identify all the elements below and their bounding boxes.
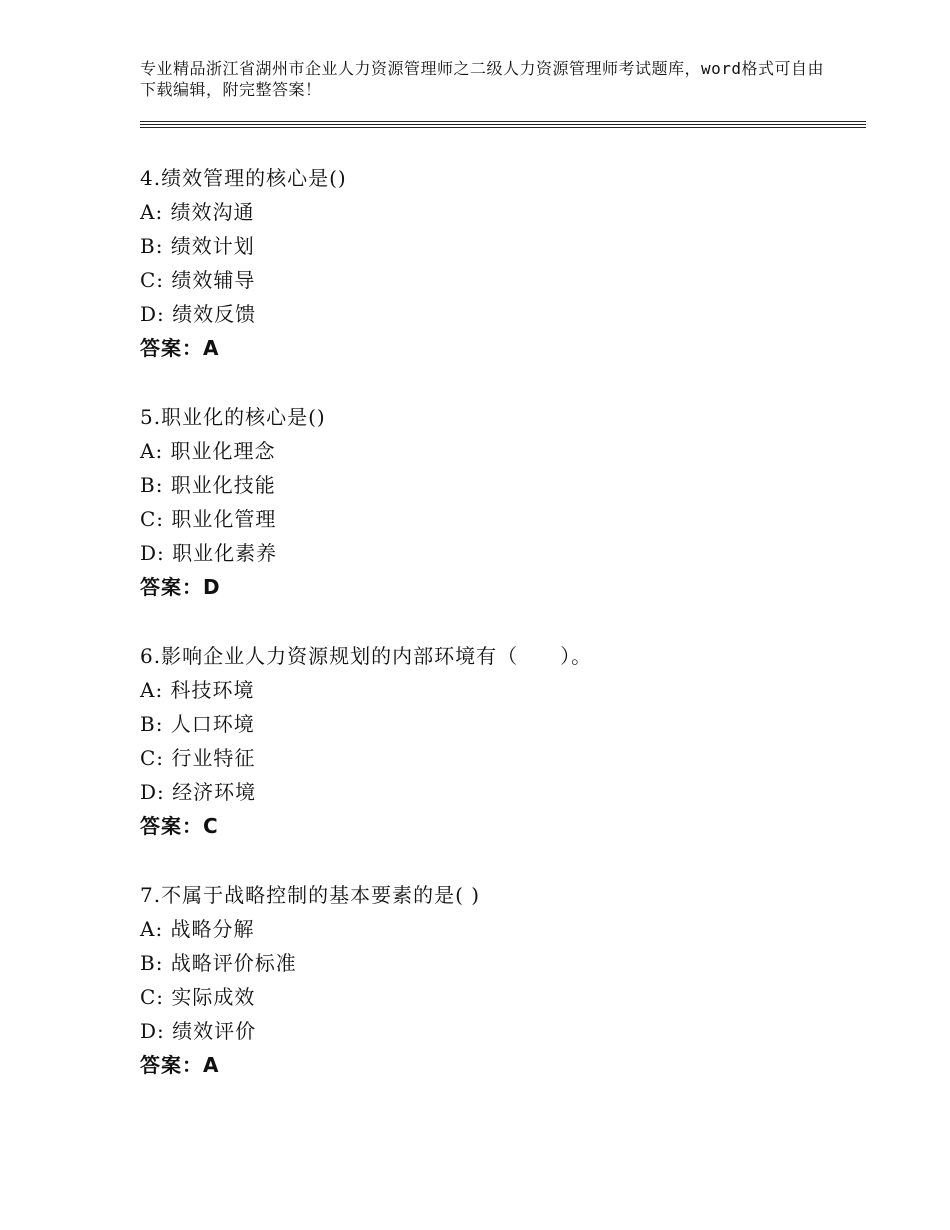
question-4 — [140, 161, 866, 365]
answer-line: 答案：D — [140, 575, 221, 599]
header-divider — [140, 124, 866, 125]
answer-line: 答案：A — [140, 336, 220, 360]
option-a: A: 职业化理念 — [140, 439, 276, 463]
option-c: C: 绩效辅导 — [140, 268, 256, 292]
header-divider — [140, 127, 866, 128]
option-d: D: 职业化素养 — [140, 541, 278, 565]
option-b: B: 战略评价标准 — [140, 951, 297, 975]
option-a: A: 绩效沟通 — [140, 200, 255, 224]
question-stem: 6.影响企业人力资源规划的内部环境有（ ）。 — [140, 644, 593, 668]
question-stem: 5.职业化的核心是() — [140, 405, 326, 429]
question-7 — [140, 878, 866, 1082]
header-title: 专业精品浙江省湖州市企业人力资源管理师之二级人力资源管理师考试题库，word格式可自由下载编辑，附完整答案！ — [140, 59, 825, 99]
option-b: B: 绩效计划 — [140, 234, 255, 258]
option-b: B: 职业化技能 — [140, 473, 276, 497]
answer-line: 答案：A — [140, 1053, 220, 1077]
option-a: A: 战略分解 — [140, 917, 255, 941]
question-5 — [140, 400, 866, 604]
option-d: D: 绩效反馈 — [140, 302, 257, 326]
question-stem: 7.不属于战略控制的基本要素的是( ) — [140, 883, 481, 907]
option-c: C: 职业化管理 — [140, 507, 277, 531]
question-6 — [140, 639, 866, 843]
option-b: B: 人口环境 — [140, 712, 255, 736]
option-c: C: 实际成效 — [140, 985, 256, 1009]
option-c: C: 行业特征 — [140, 746, 256, 770]
header-divider — [140, 121, 866, 122]
question-stem: 4.绩效管理的核心是() — [140, 166, 347, 190]
answer-line: 答案：C — [140, 814, 219, 838]
option-a: A: 科技环境 — [140, 678, 255, 702]
option-d: D: 经济环境 — [140, 780, 257, 804]
option-d: D: 绩效评价 — [140, 1019, 257, 1043]
